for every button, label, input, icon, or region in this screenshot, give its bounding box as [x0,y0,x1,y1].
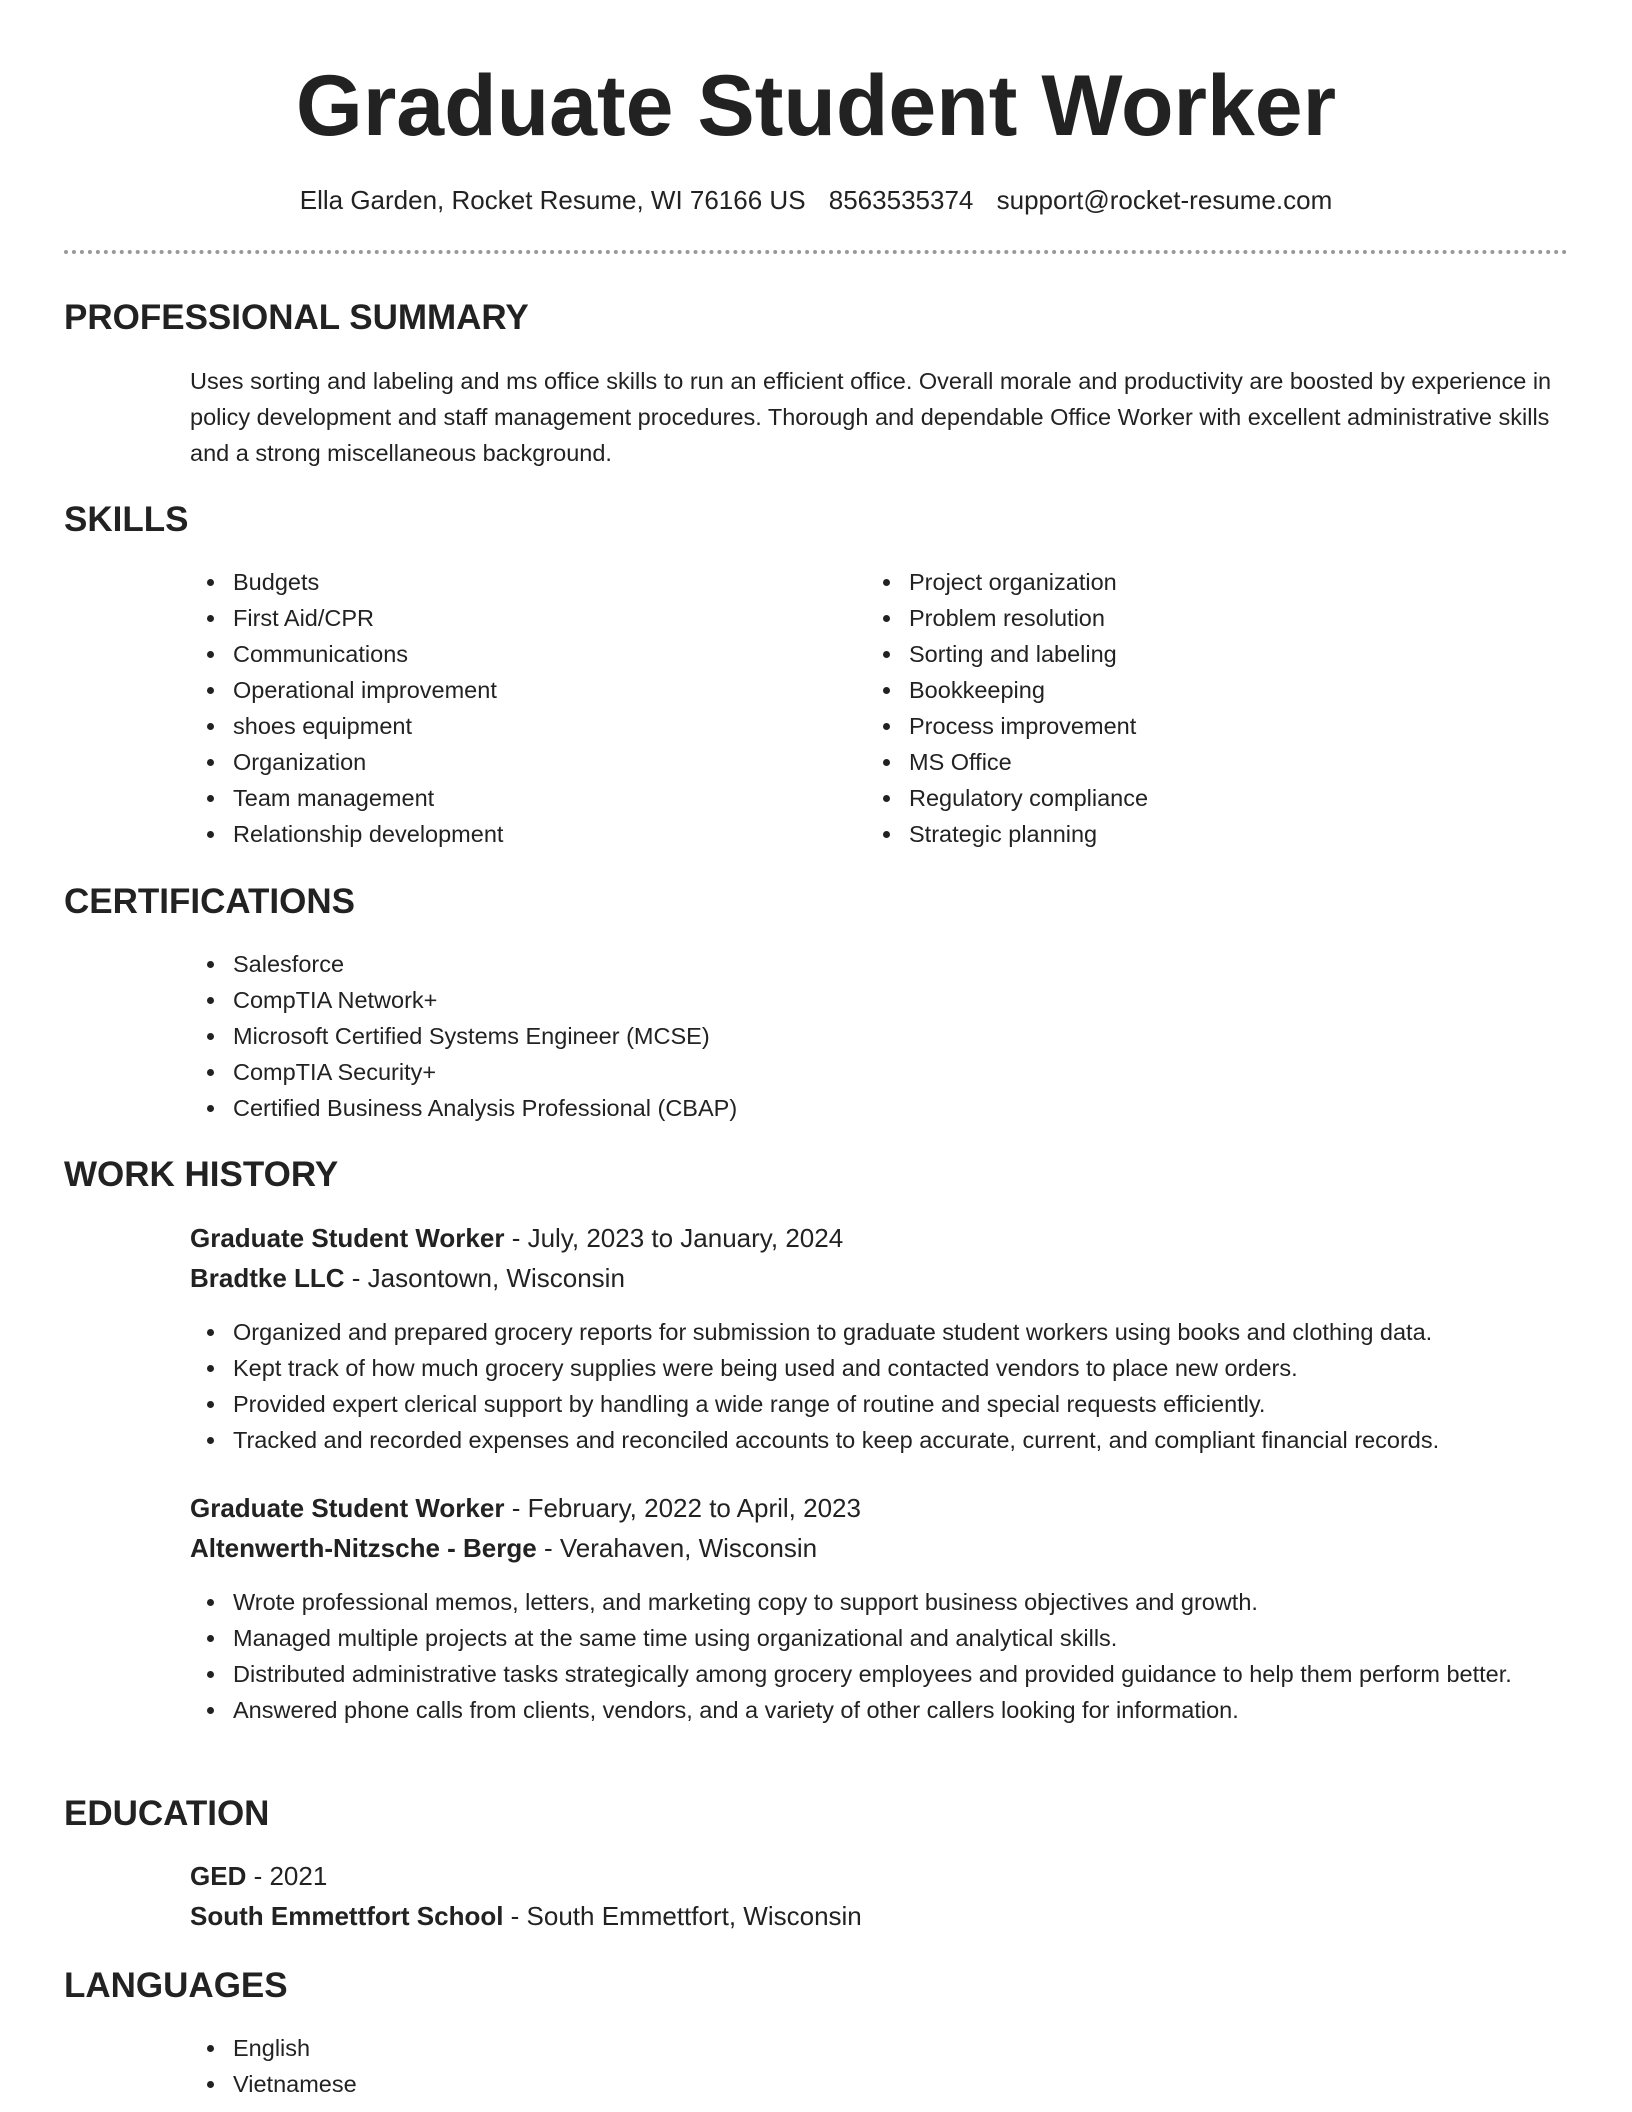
certification-item: Microsoft Certified Systems Engineer (MCSE) [233,1018,1613,1054]
education-year: - 2021 [246,1861,328,1891]
languages-heading: LANGUAGES [64,1966,288,2005]
skills-list-left [190,564,853,852]
job-title: Graduate Student Worker [190,1223,505,1253]
skill-item: Process improvement [909,708,1529,744]
contact-email: support@rocket-resume.com [996,185,1333,215]
job-location: - Verahaven, Wisconsin [536,1533,818,1563]
job-company: Bradtke LLC [190,1263,345,1293]
skill-item: Bookkeeping [909,672,1529,708]
education-location: - South Emmettfort, Wisconsin [503,1901,862,1931]
job-bullet: Distributed administrative tasks strategically among grocery employees and provided guidance to help them perform better. [233,1656,1583,1692]
skill-item: Strategic planning [909,816,1529,852]
job-bullets [190,1314,1613,1458]
job-dates: - February, 2022 to April, 2023 [504,1493,861,1523]
job-bullet: Managed multiple projects at the same time using organizational and analytical skills. [233,1620,1583,1656]
education-heading: EDUCATION [64,1794,270,1833]
languages-list [190,2030,1613,2102]
job-location: - Jasontown, Wisconsin [344,1263,625,1293]
job-bullet: Kept track of how much grocery supplies were being used and contacted vendors to place new orders. [233,1350,1613,1386]
certifications-heading: CERTIFICATIONS [64,882,356,921]
job-title-line [190,1218,843,1258]
skill-item: shoes equipment [233,708,853,744]
language-item: English [233,2030,1613,2066]
skill-item: Organization [233,744,853,780]
resume-title: Graduate Student Worker [295,58,1337,154]
job-bullets [190,1584,1583,1728]
job-bullet: Organized and prepared grocery reports for submission to graduate student workers using books and clothing data. [233,1314,1613,1350]
skill-item: Budgets [233,564,853,600]
skills-list-right [866,564,1529,852]
summary-heading: PROFESSIONAL SUMMARY [64,298,529,337]
header-divider [64,250,1568,254]
certification-item: CompTIA Network+ [233,982,1613,1018]
skill-item: Regulatory compliance [909,780,1529,816]
skill-item: Operational improvement [233,672,853,708]
job-bullet: Provided expert clerical support by handling a wide range of routine and special requests efficiently. [233,1386,1613,1422]
certification-item: CompTIA Security+ [233,1054,1613,1090]
job-bullet: Tracked and recorded expenses and reconciled accounts to keep accurate, current, and compliant financial records. [233,1422,1613,1458]
contact-phone: 8563535374 [828,185,974,215]
skills-heading: SKILLS [64,500,189,539]
job-company-line [190,1528,817,1568]
summary-text: Uses sorting and labeling and ms office skills to run an efficient office. Overall morale and productivity are boosted by experience in policy development and staff management procedures. Thorough and dependable Office Worker with excellent administrative skills and a strong miscellaneous background. [190,368,1552,466]
skill-item: MS Office [909,744,1529,780]
skill-item: Communications [233,636,853,672]
certification-item: Certified Business Analysis Professional (CBAP) [233,1090,1613,1126]
work-history-heading: WORK HISTORY [64,1155,339,1194]
job-company-line [190,1258,625,1298]
skill-item: Relationship development [233,816,853,852]
contact-line [0,182,1632,218]
education-school: South Emmettfort School [190,1901,504,1931]
job-title: Graduate Student Worker [190,1493,505,1523]
job-bullet: Answered phone calls from clients, vendors, and a variety of other callers looking for information. [233,1692,1583,1728]
job-bullet: Wrote professional memos, letters, and marketing copy to support business objectives and growth. [233,1584,1583,1620]
contact-address: Ella Garden, Rocket Resume, WI 76166 US [299,185,806,215]
job-dates: - July, 2023 to January, 2024 [504,1223,844,1253]
skill-item: Sorting and labeling [909,636,1529,672]
education-degree: GED [190,1861,247,1891]
skill-item: Project organization [909,564,1529,600]
job-title-line [190,1488,861,1528]
language-item: Vietnamese [233,2066,1613,2102]
education-school-line [190,1896,862,1936]
education-degree-line [190,1856,327,1896]
job-company: Altenwerth-Nitzsche - Berge [190,1533,537,1563]
certification-item: Salesforce [233,946,1613,982]
skill-item: First Aid/CPR [233,600,853,636]
skill-item: Team management [233,780,853,816]
skill-item: Problem resolution [909,600,1529,636]
certifications-list [190,946,1613,1126]
